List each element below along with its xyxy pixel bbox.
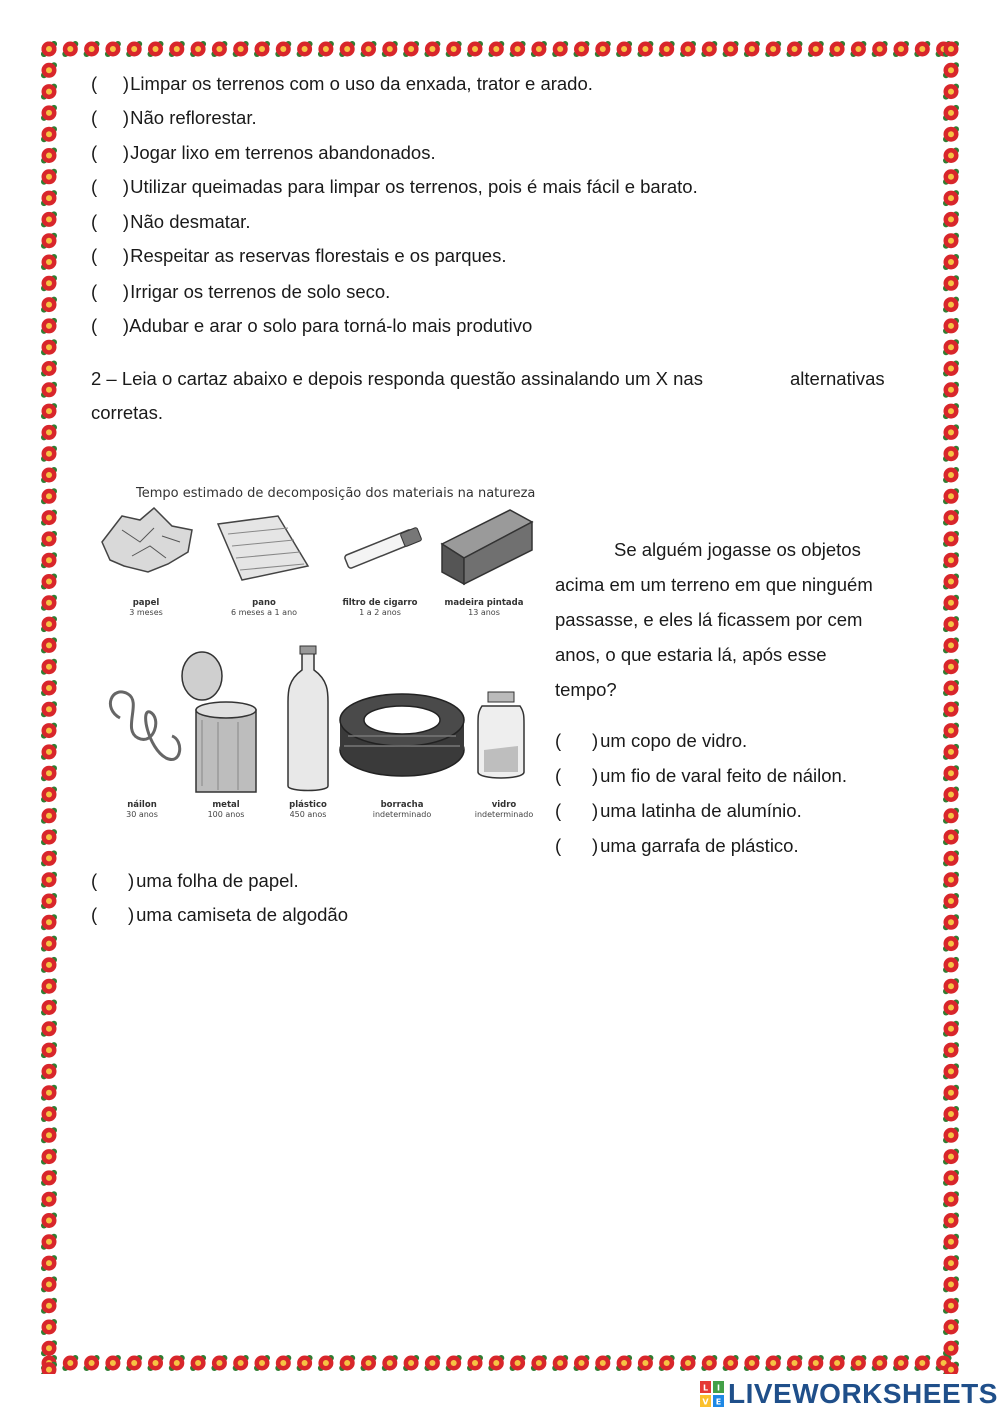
list-item: ( ) Limpar os terrenos com o uso da enxada, trator e arado. <box>91 73 593 94</box>
checkbox-paren[interactable]: ( ) <box>91 904 135 925</box>
poster-title: Tempo estimado de decomposição dos materiais na natureza <box>136 486 536 501</box>
wood-illustration <box>442 510 532 584</box>
side-question-line: anos, o que estaria lá, após esse <box>555 644 827 665</box>
list-item: ( ) Não desmatar. <box>91 211 251 232</box>
poster-illustrations <box>92 480 540 832</box>
list-item: ( ) Utilizar queimadas para limpar os terrenos, pois é mais fácil e barato. <box>91 176 698 197</box>
paper-illustration <box>102 508 192 572</box>
list-item: ( ) Jogar lixo em terrenos abandonados. <box>91 142 436 163</box>
checkbox-paren[interactable]: ( ) <box>555 800 599 821</box>
logo-letter: I <box>717 1383 720 1393</box>
poster-item-nylon: náilon 30 anos <box>126 800 158 819</box>
checkbox-paren[interactable]: ( ) <box>555 835 599 856</box>
brand-name: LIVEWORKSHEETS <box>728 1378 998 1409</box>
liveworksheets-logo[interactable] <box>700 1378 998 1410</box>
answer-option: ( ) uma garrafa de plástico. <box>555 835 799 856</box>
side-question-line: tempo? <box>555 679 617 700</box>
list-item: ( ) Irrigar os terrenos de solo seco. <box>91 281 391 302</box>
poster-item-cloth: pano 6 meses a 1 ano <box>230 598 298 617</box>
decorative-border-bottom <box>38 1352 962 1374</box>
jar-illustration <box>478 692 524 778</box>
answer-option: ( ) uma camiseta de algodão <box>91 904 348 925</box>
checkbox-paren[interactable]: ( ) <box>91 245 130 266</box>
checkbox-paren[interactable]: ( ) <box>91 107 130 128</box>
question-2-text-line2: corretas. <box>91 402 163 423</box>
poster-item-wood: madeira pintada 13 anos <box>444 598 524 617</box>
nylon-illustration <box>110 692 179 760</box>
checkbox-paren[interactable]: ( ) <box>555 765 599 786</box>
checkbox-paren[interactable]: ( ) <box>91 73 130 94</box>
checkbox-paren[interactable]: ( ) <box>91 870 135 891</box>
cloth-illustration <box>218 516 308 580</box>
side-question-line: Se alguém jogasse os objetos <box>614 539 861 560</box>
decorative-border-left <box>38 38 60 1374</box>
cigarette-illustration <box>344 527 422 569</box>
poster-item-metal: metal 100 anos <box>207 800 245 819</box>
list-item: ( ) Adubar e arar o solo para torná-lo mais produtivo <box>91 315 533 336</box>
list-item: ( ) Respeitar as reservas florestais e os parques. <box>91 245 507 266</box>
tire-illustration <box>340 694 464 776</box>
checkbox-paren[interactable]: ( ) <box>91 281 130 302</box>
decorative-border-top <box>38 38 962 60</box>
answer-option: ( ) uma folha de papel. <box>91 870 299 891</box>
poster-item-cigarette: filtro de cigarro 1 a 2 anos <box>342 598 418 617</box>
poster-item-rubber: borracha indeterminado <box>372 800 432 819</box>
poster-item-glass: vidro indeterminado <box>474 800 534 819</box>
checkbox-paren[interactable]: ( ) <box>91 315 130 336</box>
answer-option: ( ) um fio de varal feito de náilon. <box>555 765 847 786</box>
side-question-line: passasse, e eles lá ficassem por cem <box>555 609 863 630</box>
decorative-border-right <box>940 38 962 1374</box>
bottle-illustration <box>288 646 328 791</box>
poster-item-paper: papel 3 meses <box>129 598 163 617</box>
checkbox-paren[interactable]: ( ) <box>555 730 599 751</box>
checkbox-paren[interactable]: ( ) <box>91 211 130 232</box>
checkbox-paren[interactable]: ( ) <box>91 176 130 197</box>
decomposition-poster <box>92 480 540 832</box>
can-illustration <box>182 652 256 792</box>
logo-letter: E <box>715 1397 722 1407</box>
question-2-text-end: alternativas <box>790 368 885 389</box>
answer-option: ( ) uma latinha de alumínio. <box>555 800 802 821</box>
logo-letter: V <box>702 1397 709 1407</box>
liveworksheets-icon <box>700 1381 724 1407</box>
logo-letter: L <box>702 1383 709 1393</box>
checkbox-paren[interactable]: ( ) <box>91 142 130 163</box>
question-2-text: 2 – Leia o cartaz abaixo e depois responda questão assinalando um X nas <box>91 368 703 389</box>
poster-item-plastic: plástico 450 anos <box>289 800 327 819</box>
side-question-line: acima em um terreno em que ninguém <box>555 574 873 595</box>
list-item: ( ) Não reflorestar. <box>91 107 257 128</box>
answer-option: ( ) um copo de vidro. <box>555 730 748 751</box>
